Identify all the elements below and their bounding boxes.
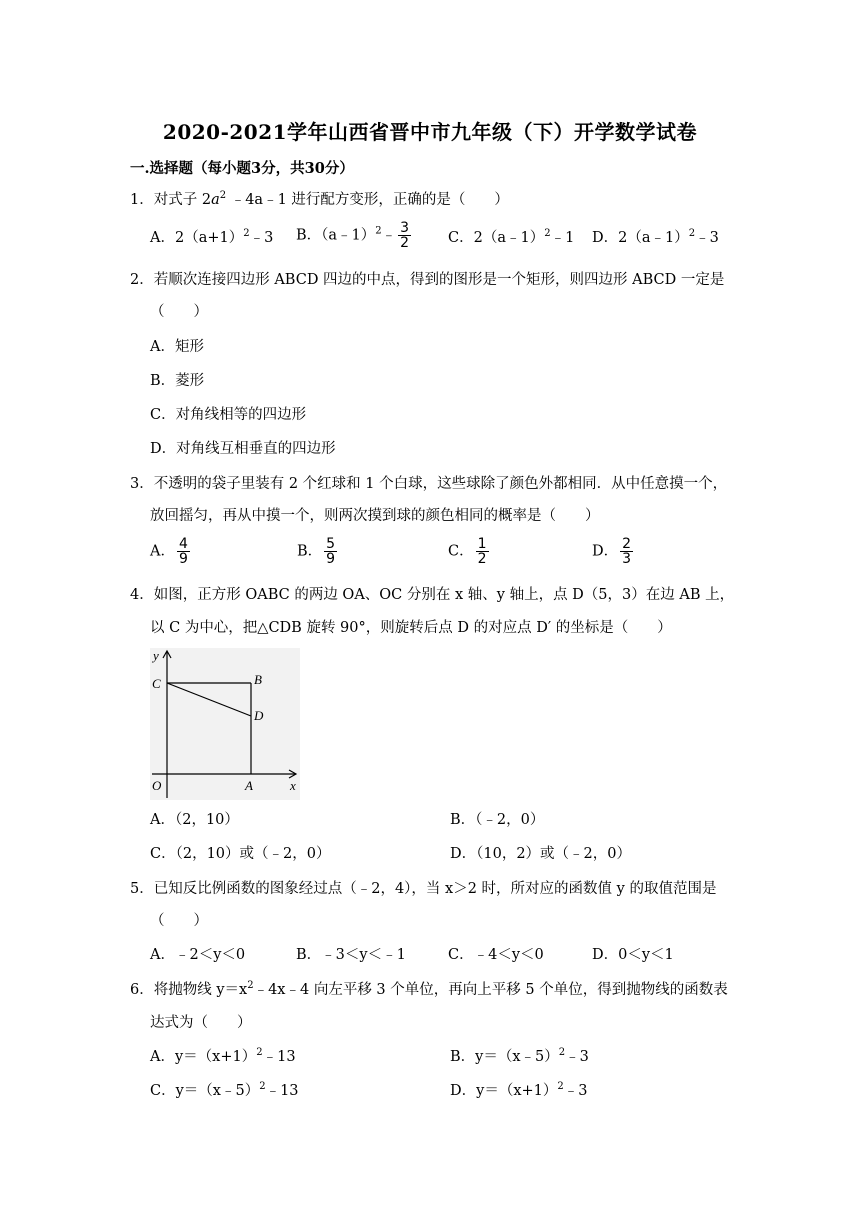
label-o: O [152,778,162,793]
fraction: $\frac{3}{2}$ [400,220,410,251]
fraction: $\frac{1}{2}$ [477,536,487,567]
question-6-option-c: C．y＝（x﹣5）$^2$﹣13 [150,1081,299,1099]
question-2-stem-line2: （ ） [150,304,208,320]
question-4-option-d: D．（10，2）或（﹣2，0） [450,846,632,862]
question-4-figure [150,648,300,800]
label-b: B [254,672,262,687]
label-c: C [152,676,161,691]
question-6-stem-line2: 达式为（ ） [150,1015,252,1031]
question-3-stem-line2: 放回摇匀，再从中摸一个，则两次摸到球的颜色相同的概率是（ ） [150,508,600,524]
question-4-stem-line1: 4．如图，正方形 OABC 的两边 OA、OC 分别在 x 轴、y 轴上，点 D（5，3）在边 AB 上， [130,587,735,603]
fraction: $\frac{4}{9}$ [178,536,188,567]
question-2-stem-line1: 2．若顺次连接四边形 ABCD 四边的中点，得到的图形是一个矩形，则四边形 ABCD 一定是 [130,272,725,288]
question-4-option-c: C．（2，10）或（﹣2，0） [150,846,331,862]
square-diagram [150,648,300,800]
question-4-option-b: B．（﹣2，0） [450,812,545,828]
question-5-stem-line2: （ ） [150,913,208,929]
fraction: $\frac{5}{9}$ [326,536,336,567]
question-5-option-b: B．﹣3＜y＜﹣1 [296,947,406,963]
question-1-option-c: C．2（a﹣1）$^2$﹣1 [448,228,575,246]
question-3-option-a: A． $\frac{4}{9}$ [150,536,188,567]
question-2-option-a: A．矩形 [150,339,204,355]
question-4-stem-line2: 以 C 为中心，把△CDB 旋转 90°，则旋转后点 D 的对应点 D′ 的坐标是（ ） [150,620,672,636]
label-a: A [245,778,253,793]
question-2-option-b: B．菱形 [150,373,205,389]
question-6-stem-line1: 6．将抛物线 $y=x^2﹣4x﹣4$ 向左平移 3 个单位，再向上平移 5 个单位，得到抛物线的函数表 [130,980,728,998]
question-2-option-c: C．对角线相等的四边形 [150,407,307,423]
question-6-option-d: D．$y=(x+1)^2﹣3$ [450,1081,588,1099]
question-5-option-c: C．﹣4＜y＜0 [448,947,544,963]
question-3-option-c: C． $\frac{1}{2}$ [448,536,487,567]
fraction: $\frac{2}{3}$ [622,536,632,567]
question-1-option-a: A．$2(a+1)^2﹣3$ [150,228,274,246]
section-heading: 一.选择题（每小题3分，共30分） [130,160,354,177]
question-5-option-d: D．0＜y＜1 [592,947,674,963]
page-title: 2020-2021学年山西省晋中市九年级（下）开学数学试卷 [162,120,698,144]
label-y: y [153,648,159,663]
question-6-option-b: B．y＝（x﹣5）$^2$﹣3 [450,1047,589,1065]
figure-background [150,648,300,800]
question-3-stem-line1: 3．不透明的袋子里装有 2 个红球和 1 个白球，这些球除了颜色外都相同．从中任意摸一个， [130,476,728,492]
question-4-option-a: A．（2，10） [150,812,239,828]
question-2-option-d: D．对角线互相垂直的四边形 [150,441,336,457]
question-3-option-d: D． $\frac{2}{3}$ [592,536,632,567]
label-d: D [254,708,264,723]
question-6-option-a: A．$y=(x+1)^2﹣13$ [150,1047,296,1065]
question-3-option-b: B． $\frac{5}{9}$ [297,536,336,567]
question-1-option-b: B．（a﹣1）$^2$﹣ $\frac{3}{2}$ [296,220,410,251]
label-x: x [290,778,296,793]
question-1-stem: 1．对式子 $2a^2$ ﹣4a﹣1 进行配方变形，正确的是（ ） [130,190,509,208]
question-1-option-d: D．2（a﹣1）$^2$﹣3 [592,228,719,246]
question-5-option-a: A．﹣2＜y＜0 [150,947,246,963]
question-5-stem-line1: 5．已知反比例函数的图象经过点（﹣2，4），当 x＞2 时，所对应的函数值 y 的取值范围是 [130,881,717,897]
